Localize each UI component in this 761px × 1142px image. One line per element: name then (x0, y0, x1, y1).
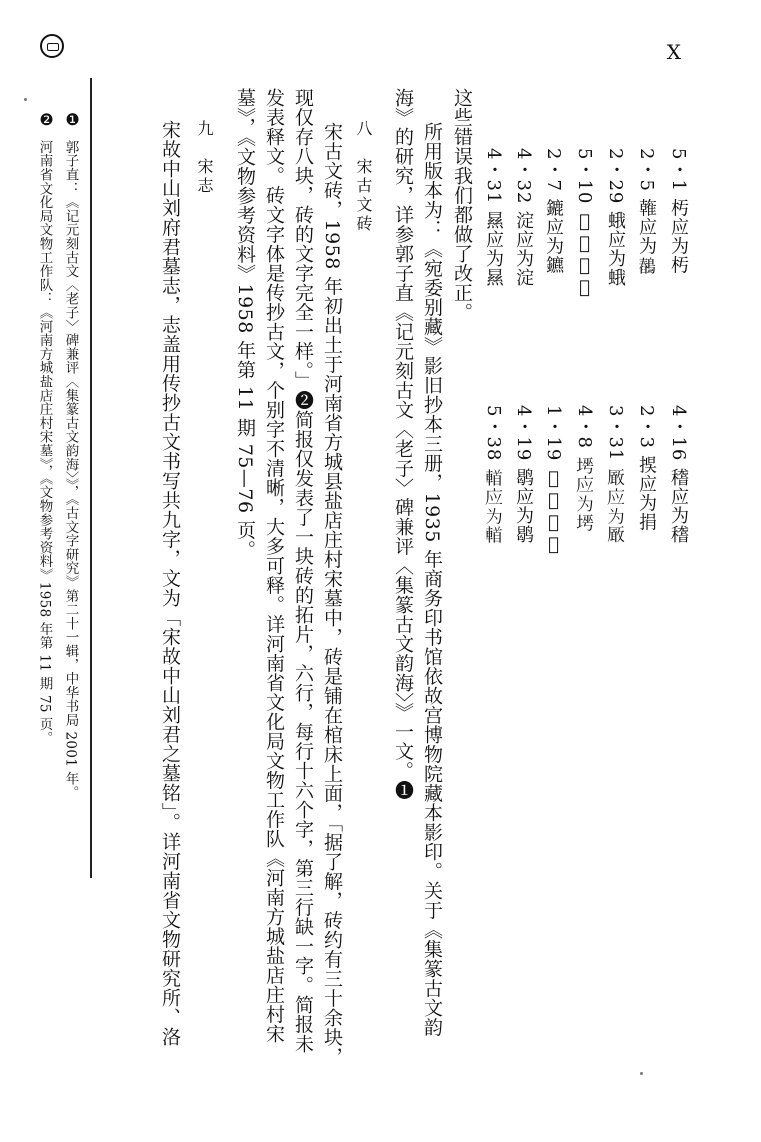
section-heading: 九 宋志 (195, 120, 214, 196)
footnote-text: 河南省文化局文物工作队：《河南方城盐店庄村宋墓》，《文物参考资料》1958 年第 11 期 75 页。 (36, 140, 53, 745)
paragraph-line: 海》的研究，详参郭子直《记元刻古文〈老子〉碑兼评〈集篆古文韵海〉》一文。❶ (392, 88, 414, 800)
paragraph-line: 墓》，《文物参考资料》1958 年第 11 期 75—76 页。 (234, 88, 256, 560)
errata-item: 2・29 蛾应为蛾 (605, 148, 626, 288)
page-number: X (666, 40, 681, 64)
scan-speck (24, 98, 27, 101)
footnote-marker: ❷ (37, 110, 56, 129)
paragraph-line: 宋故中山刘府君墓志，志盖用传抄古文书写共九字，文为「宋故中山刘君之墓铭」。详河南省文物研究所、洛 (159, 120, 181, 1047)
errata-item: 3・31 𠪚应为𠪚 (605, 405, 626, 545)
errata-conclusion: 这些错误我们都做了改正。 (451, 88, 473, 322)
errata-item: 5・10 𤮒应为𤮒 (574, 148, 595, 300)
errata-item: 4・32 淀应为淀 (513, 148, 534, 288)
errata-item: 5・38 𨍣应为𨍣 (483, 405, 504, 545)
errata-item: 2・5 雗应为𪅖 (636, 148, 657, 275)
library-seal-icon (40, 34, 64, 58)
footnote-text: 郭子直：《记元刻古文〈老子〉碑兼评〈集篆古文韵海〉》，《古文字研究》第二十一辑，中华书局 2001 年。 (62, 140, 79, 800)
errata-item: 4・16 𥡴应为𥡴 (668, 405, 689, 545)
errata-item: 4・19 鹖应为鹖 (513, 405, 534, 545)
paragraph-line: 发表释文。砖文字体是传抄古文，个别字不清晰，大多可释。详河南省文化局文物工作队《河南方城盐店庄村宋 (263, 88, 285, 1044)
errata-item: 4・8 𡌱应为𡌱 (574, 405, 595, 532)
paragraph-line: 现仅存八块，砖的文字完全一样。」❷简报仅发表了一块砖的拓片，六行，每行十六个字，第三行缺一字。简报未 (292, 88, 314, 1054)
errata-item: 2・7 鏕应为鑣 (543, 148, 564, 275)
section-heading: 八 宋古文砖 (354, 120, 373, 234)
scan-speck (640, 1072, 643, 1075)
errata-item: 1・19 𦎫应为𦎫 (543, 405, 564, 557)
errata-item: 4・31 㬎应为㬎 (483, 148, 504, 288)
footnote-marker: ❶ (63, 110, 82, 129)
paragraph-line: 宋古文砖，1958 年初出土于河南省方城县盐店庄村宋墓中，砖是铺在棺床上面，「据了解，砖约有三十余块， (321, 122, 343, 1067)
errata-item: 5・1 𣏓应为𣏓 (668, 148, 689, 275)
errata-item: 2・3 捑应为捐 (636, 405, 657, 532)
paragraph-line: 所用版本为：《宛委别藏》影旧抄本三册，1935 年商务印书馆依故宫博物院藏本影印。关于《集篆古文韵 (421, 122, 443, 1037)
footnote-rule (90, 78, 92, 878)
